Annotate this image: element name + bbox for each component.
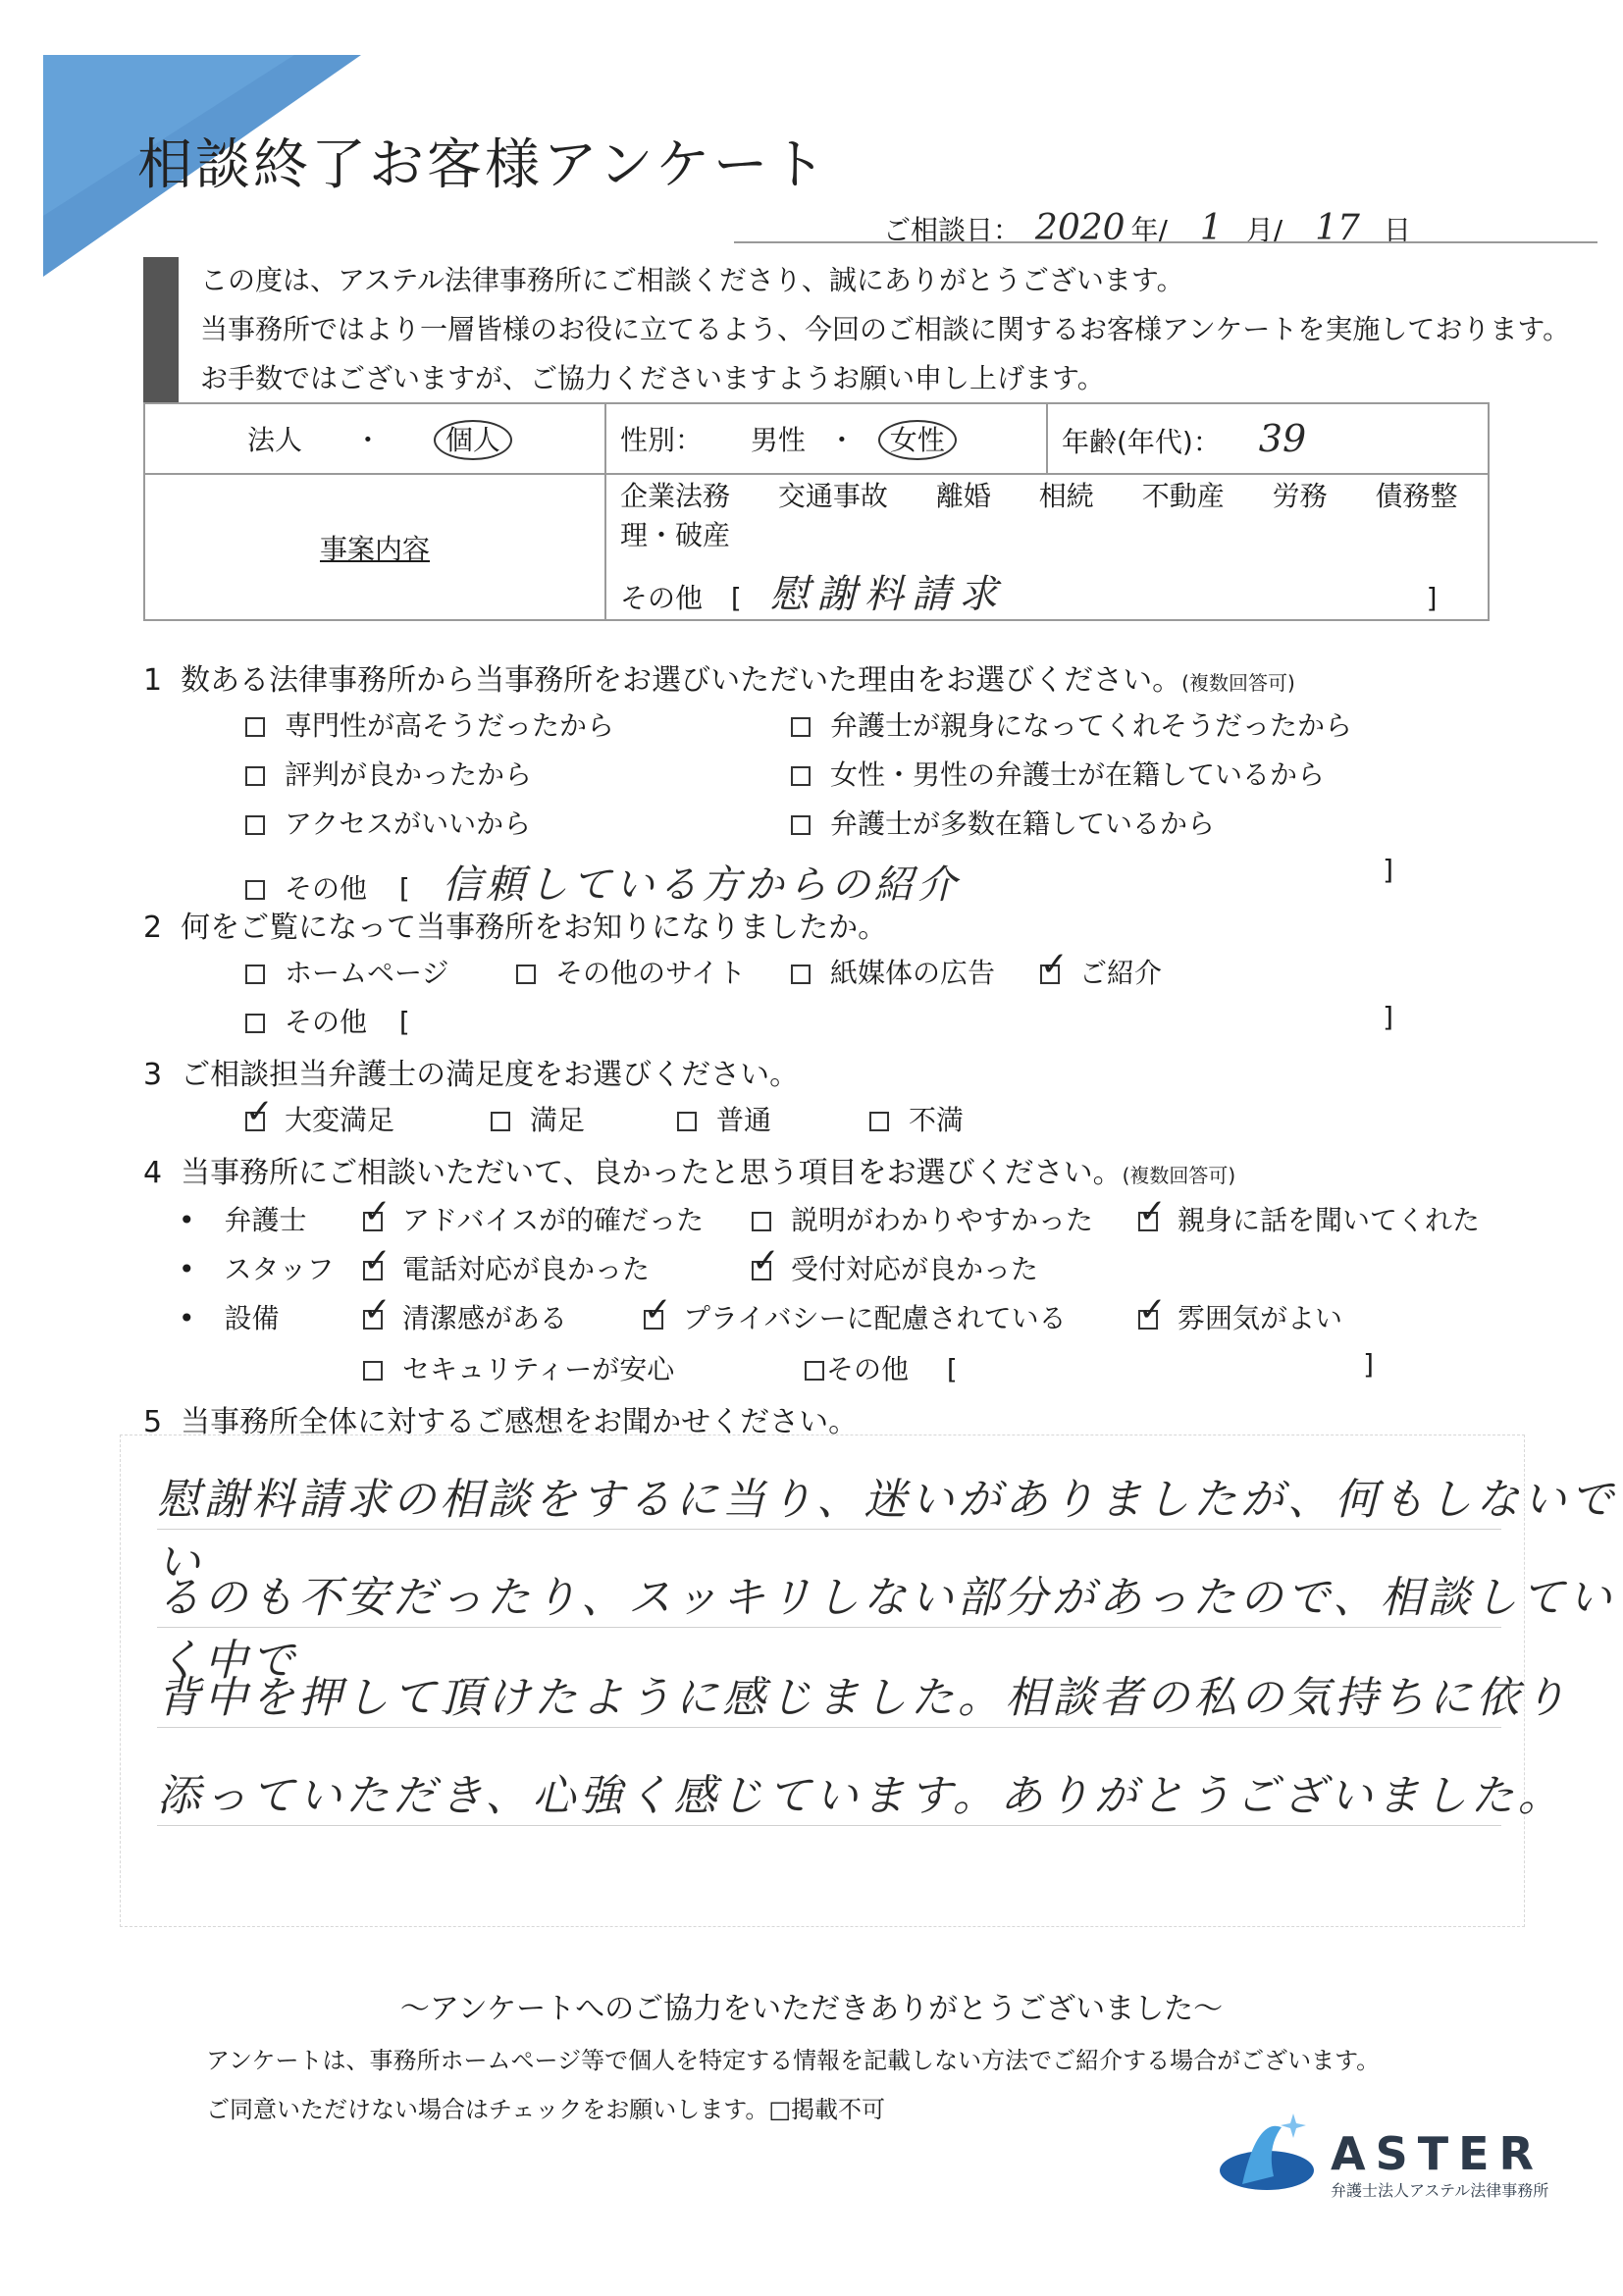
checkbox[interactable]: [245, 1014, 265, 1033]
q4-facility-label: • 設備: [179, 1302, 280, 1334]
date-day-value: 17: [1315, 208, 1360, 248]
checkbox[interactable]: [677, 1112, 697, 1131]
corp-option: 法人: [247, 424, 303, 456]
consult-date: ご相談日： 2020 年/ 1 月/ 17 日: [883, 208, 1411, 248]
q1-option-4[interactable]: 女性・男性の弁護士が在籍しているから: [791, 754, 1325, 793]
q2-option-2[interactable]: その他のサイト: [516, 952, 746, 991]
comment-line-2: るのも不安だったり、スッキリしない部分があったので、相談していく中で: [157, 1573, 1616, 1686]
q3-heading: 3 ご相談担当弁護士の満足度をお選びください。: [143, 1058, 800, 1092]
case-other-value: 慰謝料請求: [769, 572, 1006, 617]
publication-note: アンケートは、事務所ホームページ等で個人を特定する情報を記載しない方法でご紹介する場合がございます。: [206, 2047, 1381, 2074]
client-type-cell: 法人 ・ 個人: [144, 403, 605, 474]
checkbox[interactable]: [363, 1361, 383, 1381]
checkbox[interactable]: [791, 815, 811, 835]
q4-facility-option-3[interactable]: ✓ 雰囲気がよい: [1138, 1297, 1342, 1336]
checkbox-checked[interactable]: [644, 1310, 663, 1330]
q4-lawyer-option-1[interactable]: ✓ アドバイスが的確だった: [363, 1199, 704, 1238]
q4-staff-label: • スタッフ: [179, 1253, 335, 1285]
q4-staff-option-1[interactable]: ✓ 電話対応が良かった: [363, 1248, 650, 1287]
female-option-circled: 女性: [878, 420, 957, 460]
checkbox[interactable]: [245, 766, 265, 786]
q4-heading: 4 当事務所にご相談いただいて、良かったと思う項目をお選びください。(複数回答可): [143, 1156, 1236, 1190]
info-table: [143, 402, 1490, 621]
q5-heading: 5 当事務所全体に対するご感想をお聞かせください。: [143, 1405, 859, 1439]
checkbox[interactable]: [791, 766, 811, 786]
checkbox-checked[interactable]: [363, 1212, 383, 1231]
q1-option-6[interactable]: 弁護士が多数在籍しているから: [791, 803, 1215, 842]
q4-facility-option-2[interactable]: ✓ プライバシーに配慮されている: [644, 1297, 1067, 1336]
age-value: 39: [1258, 417, 1307, 460]
checkbox-checked[interactable]: [1138, 1310, 1158, 1330]
q3-option-1[interactable]: ✓大変満足: [245, 1099, 394, 1138]
q2-other[interactable]: その他 [ ]: [245, 1001, 1393, 1040]
checkbox-checked[interactable]: [1138, 1212, 1158, 1231]
q4-lawyer-option-3[interactable]: ✓ 親身に話を聞いてくれた: [1138, 1199, 1480, 1238]
checkbox[interactable]: [245, 815, 265, 835]
q2-option-4[interactable]: ✓ ご紹介: [1040, 952, 1162, 991]
checkbox[interactable]: [245, 965, 265, 984]
q2-option-1[interactable]: ホームページ: [245, 952, 448, 991]
q1-option-3[interactable]: 評判が良かったから: [245, 754, 532, 793]
comment-ruled-line: [157, 1727, 1501, 1728]
intro-line-3: お手数ではございますが、ご協力くださいますようお願い申し上げます。: [200, 362, 1105, 394]
q1-other-value: 信頼している方からの紹介: [442, 862, 961, 908]
age-label: 年齢(年代)：: [1062, 426, 1221, 458]
date-underline: [734, 241, 1597, 243]
checkbox-checked[interactable]: [363, 1310, 383, 1330]
case-types-cell: [605, 474, 1489, 620]
date-year-value: 2020: [1034, 208, 1126, 248]
gender-cell: 性別： 男性 ・ 女性: [605, 403, 1047, 474]
checkbox[interactable]: [516, 965, 536, 984]
q4-lawyer-option-2[interactable]: 説明がわかりやすかった: [752, 1199, 1093, 1238]
checkbox[interactable]: [245, 880, 265, 900]
case-types-row: 企業法務 交通事故 離婚 相続 不動産 労務 債務整理・破産: [620, 480, 1458, 551]
gender-label: 性別：: [620, 424, 704, 456]
comment-ruled-line: [157, 1825, 1501, 1826]
q1-option-1[interactable]: 専門性が高そうだったから: [245, 704, 614, 744]
q3-option-2[interactable]: 満足: [491, 1099, 585, 1138]
checkbox[interactable]: [791, 717, 811, 737]
checkbox-checked[interactable]: [752, 1261, 771, 1280]
intro-line-1: この度は、アステル法律事務所にご相談くださり、誠にありがとうございます。: [200, 264, 1184, 296]
q1-option-2[interactable]: 弁護士が親身になってくれそうだったから: [791, 704, 1352, 744]
age-cell: [1047, 403, 1489, 474]
logo-subtitle: 弁護士法人アステル法律事務所: [1331, 2181, 1549, 2200]
q2-heading: 2 何をご覧になって当事務所をお知りになりましたか。: [143, 911, 888, 945]
male-option: 男性: [750, 424, 806, 456]
q3-option-4[interactable]: 不満: [869, 1099, 964, 1138]
intro-side-bar: [143, 257, 179, 404]
intro-line-2: 当事務所ではより一層皆様のお役に立てるよう、今回のご相談に関するお客様アンケートを実施しております。: [200, 313, 1571, 345]
case-other-row: その他 [ 慰謝料請求 ]: [620, 572, 1438, 617]
checkbox-checked[interactable]: [1040, 965, 1060, 984]
q1-other[interactable]: その他 [ 信頼している方からの紹介 ]: [245, 854, 1393, 910]
q4-other[interactable]: その他 [ ]: [805, 1348, 1374, 1387]
checkbox[interactable]: [869, 1112, 889, 1131]
q1-heading: 1 数ある法律事務所から当事務所をお選びいただいた理由をお選びください。(複数回答可): [143, 663, 1295, 698]
case-label: 事案内容: [144, 474, 605, 620]
aster-logo-icon: [1213, 2108, 1321, 2206]
comment-line-4: 添っていただき、心強く感じています。ありがとうございました。: [157, 1771, 1565, 1821]
q4-staff-option-2[interactable]: ✓ 受付対応が良かった: [752, 1248, 1038, 1287]
comment-line-3: 背中を押して頂けたように感じました。相談者の私の気持ちに依り: [157, 1673, 1570, 1723]
q3-option-3[interactable]: 普通: [677, 1099, 771, 1138]
individual-option-circled: 個人: [434, 420, 512, 460]
checkbox[interactable]: [245, 717, 265, 737]
comment-line-1: 慰謝料請求の相談をするに当り、迷いがありましたが、何もしないでい: [157, 1475, 1617, 1588]
thanks-message: 〜アンケートへのご協力をいただきありがとうございました〜: [399, 1992, 1224, 2026]
q2-option-3[interactable]: 紙媒体の広告: [791, 952, 995, 991]
checkbox[interactable]: [491, 1112, 510, 1131]
q1-option-5[interactable]: アクセスがいいから: [245, 803, 531, 842]
logo-text: ASTER: [1331, 2127, 1544, 2180]
q4-facility-option-1[interactable]: ✓ 清潔感がある: [363, 1297, 567, 1336]
checkbox[interactable]: [752, 1212, 771, 1231]
q4-lawyer-label: • 弁護士: [179, 1204, 307, 1236]
opt-out-note: ご同意いただけない場合はチェックをお願いします。□掲載不可: [206, 2096, 886, 2123]
checkbox-checked[interactable]: [363, 1261, 383, 1280]
q4-facility-option-4[interactable]: セキュリティーが安心: [363, 1348, 674, 1387]
date-month-value: 1: [1199, 208, 1223, 248]
checkbox[interactable]: [791, 965, 811, 984]
checkbox[interactable]: [805, 1361, 824, 1381]
page-title: 相談終了お客様アンケート: [137, 133, 829, 197]
checkbox-checked[interactable]: [245, 1112, 265, 1131]
